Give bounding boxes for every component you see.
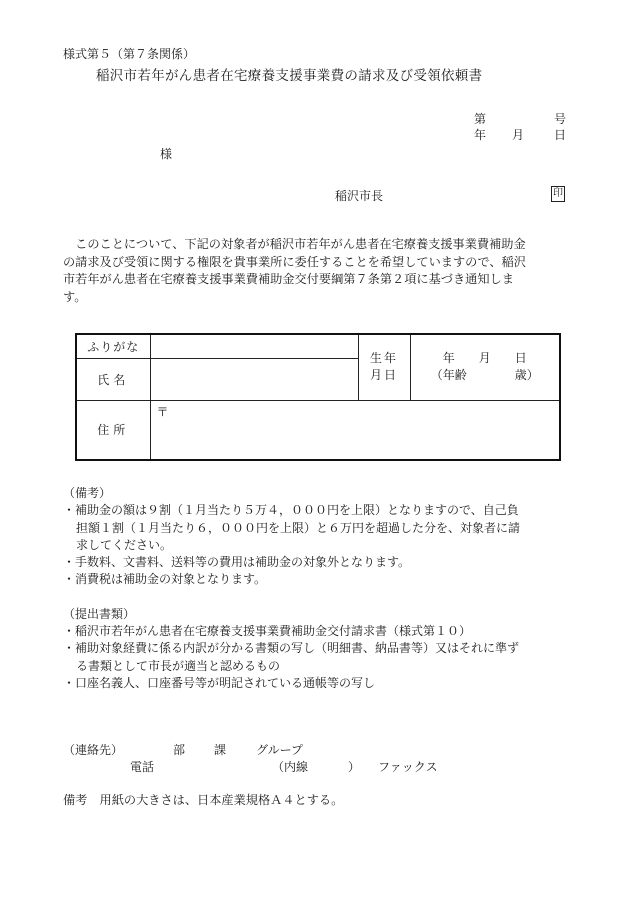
contact-extension-close: ） bbox=[348, 760, 361, 774]
contact-fax: ファックス bbox=[378, 760, 438, 774]
contact-label: （連絡先） bbox=[63, 743, 124, 757]
body-line: す。 bbox=[63, 289, 87, 304]
furigana-field[interactable] bbox=[150, 334, 358, 358]
notes-section bbox=[63, 485, 583, 692]
name-field[interactable] bbox=[150, 358, 358, 400]
seal-box: 印 bbox=[551, 186, 565, 202]
document-item: ・補助対象経費に係る内訳が分かる書類の写し（明細書、納品書等）又はそれに準ず bbox=[63, 641, 520, 656]
body-line: このことについて、下記の対象者が稲沢市若年がん患者在宅療養支援事業費補助金 bbox=[63, 237, 526, 251]
contact-group: グループ bbox=[256, 743, 304, 757]
note-item: 担額１割（１月当たり６，０００円を上限）と６万円を超過した分を、対象者に請 bbox=[76, 520, 521, 535]
sender-name: 稲沢市長 bbox=[335, 189, 384, 203]
contact-extension-open: （内線 bbox=[272, 760, 309, 774]
form-number: 様式第５（第７条関係） bbox=[63, 47, 196, 61]
paper-size-remark: 備考 用紙の大きさは、日本産業規格Ａ４とする。 bbox=[63, 793, 344, 807]
documents-heading: （提出書類） bbox=[63, 606, 136, 621]
birth-date-field[interactable] bbox=[410, 334, 560, 400]
body-line: 市若年がん患者在宅療養支援事業費補助金交付要綱第７条第２項に基づき通知しま bbox=[63, 272, 514, 286]
body-paragraph bbox=[63, 236, 583, 306]
subject-info-table bbox=[75, 333, 561, 461]
note-item: ・補助金の額は９割（１月当たり５万４，０００円を上限）となりますので、自己負 bbox=[63, 503, 519, 518]
number-prefix: 第 bbox=[474, 112, 487, 126]
notes-heading: （備考） bbox=[63, 486, 112, 500]
postal-mark: 〒 bbox=[156, 404, 169, 419]
number-suffix: 号 bbox=[554, 112, 567, 126]
birth-date-label: 生年 月日 bbox=[358, 334, 410, 400]
addressee-suffix: 様 bbox=[160, 147, 173, 161]
address-field[interactable] bbox=[150, 400, 560, 460]
document-item: ・口座名義人、口座番号等が明記されている通帳等の写し bbox=[63, 675, 376, 690]
date-day: 日 bbox=[554, 128, 567, 142]
address-label: 住所 bbox=[76, 400, 150, 460]
date-month: 月 bbox=[512, 128, 525, 142]
name-label: 氏名 bbox=[76, 358, 150, 400]
contact-phone: 電話 bbox=[130, 760, 155, 774]
document-item: ・稲沢市若年がん患者在宅療養支援事業費補助金交付請求書（様式第１０） bbox=[63, 624, 472, 639]
birth-date-value: 年 月 日 bbox=[442, 351, 527, 366]
note-item: 求してください。 bbox=[76, 537, 173, 552]
contact-section: 課 bbox=[214, 743, 227, 757]
date-year: 年 bbox=[474, 128, 487, 142]
contact-department: 部 bbox=[173, 743, 186, 757]
furigana-label: ふりがな bbox=[76, 334, 150, 358]
note-item: ・手数料、文書料、送料等の費用は補助金の対象外となります。 bbox=[63, 555, 411, 570]
age-value: （年齢 歳） bbox=[430, 368, 539, 383]
note-item: ・消費税は補助金の対象となります。 bbox=[63, 572, 267, 587]
body-line: の請求及び受領に関する権限を貴事業所に委任することを希望していますので、稲沢 bbox=[63, 254, 526, 269]
document-title: 稲沢市若年がん患者在宅療養支援事業費の請求及び受領依頼書 bbox=[96, 68, 483, 84]
document-item: る書類として市長が適当と認めるもの bbox=[76, 658, 281, 673]
